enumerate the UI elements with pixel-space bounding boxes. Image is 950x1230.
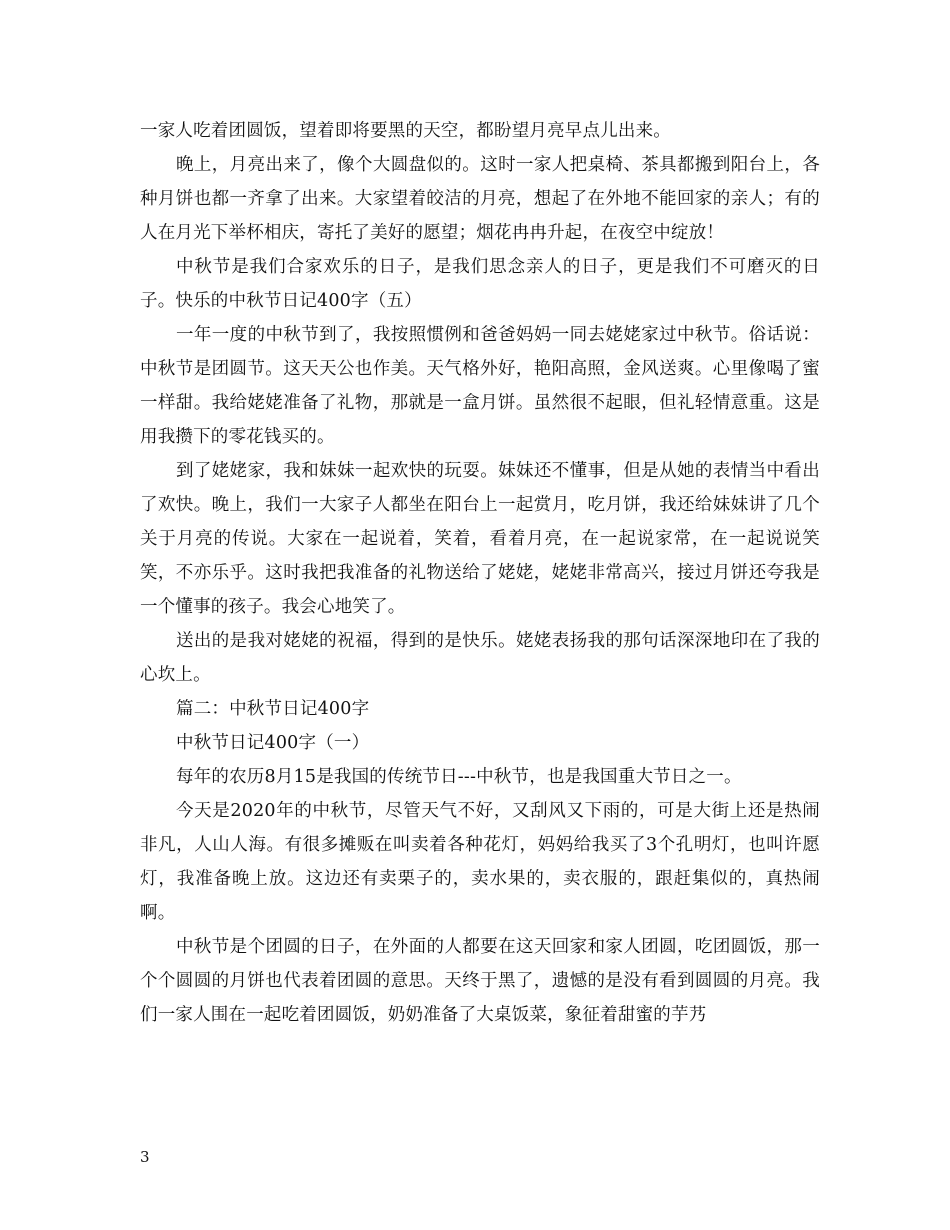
paragraph-6: 送出的是我对姥姥的祝福，得到的是快乐。姥姥表扬我的那句话深深地印在了我的心坎上。 (140, 631, 820, 685)
page-number: 3 (140, 1148, 150, 1166)
section-heading: 篇二：中秋节日记400字 (176, 699, 370, 719)
paragraph-1: 一家人吃着团圆饭，望着即将要黑的天空，都盼望月亮早点儿出来。 (140, 121, 671, 141)
paragraph-11: 中秋节是个团圆的日子，在外面的人都要在这天回家和家人团圆，吃团圆饭，那一个个圆圆的月饼也代表着团圆的意思。天终于黑了，遗憾的是没有看到圆圆的月亮。我们一家人围在一起吃着团圆饭，奶奶准备了大桌饭菜，象征着甜蜜的芋艿 (140, 937, 820, 1025)
paragraph-9: 每年的农历8月15是我国的传统节日---中秋节，也是我国重大节日之一。 (176, 767, 742, 787)
paragraph-10: 今天是2020年的中秋节，尽管天气不好，又刮风又下雨的，可是大街上还是热闹非凡，人山人海。有很多摊贩在叫卖着各种花灯，妈妈给我买了3个孔明灯，也叫许愿灯，我准备晚上放。这边还有卖栗子的，卖水果的，卖衣服的，跟赶集似的，真热闹啊。 (140, 801, 820, 923)
paragraph-2: 晚上，月亮出来了，像个大圆盘似的。这时一家人把桌椅、茶具都搬到阳台上，各种月饼也都一齐拿了出来。大家望着皎洁的月亮，想起了在外地不能回家的亲人；有的人在月光下举杯相庆，寄托了美好的愿望；烟花冉冉升起，在夜空中绽放！ (140, 155, 820, 243)
subsection-heading: 中秋节日记400字（一） (176, 733, 370, 753)
document-body (140, 114, 820, 1032)
paragraph-5: 到了姥姥家，我和妹妹一起欢快的玩耍。妹妹还不懂事，但是从她的表情当中看出了欢快。晚上，我们一大家子人都坐在阳台上一起赏月，吃月饼，我还给妹妹讲了几个关于月亮的传说。大家在一起说着，笑着，看着月亮，在一起说家常，在一起说说笑笑，不亦乐乎。这时我把我准备的礼物送给了姥姥，姥姥非常高兴，接过月饼还夸我是一个懂事的孩子。我会心地笑了。 (140, 461, 820, 617)
paragraph-4: 一年一度的中秋节到了，我按照惯例和爸爸妈妈一同去姥姥家过中秋节。俗话说：中秋节是团圆节。这天天公也作美。天气格外好，艳阳高照，金风送爽。心里像喝了蜜一样甜。我给姥姥准备了礼物，那就是一盒月饼。虽然很不起眼，但礼轻情意重。这是用我攒下的零花钱买的。 (140, 325, 820, 447)
paragraph-3: 中秋节是我们合家欢乐的日子，是我们思念亲人的日子，更是我们不可磨灭的日子。快乐的中秋节日记400字（五） (140, 257, 820, 311)
